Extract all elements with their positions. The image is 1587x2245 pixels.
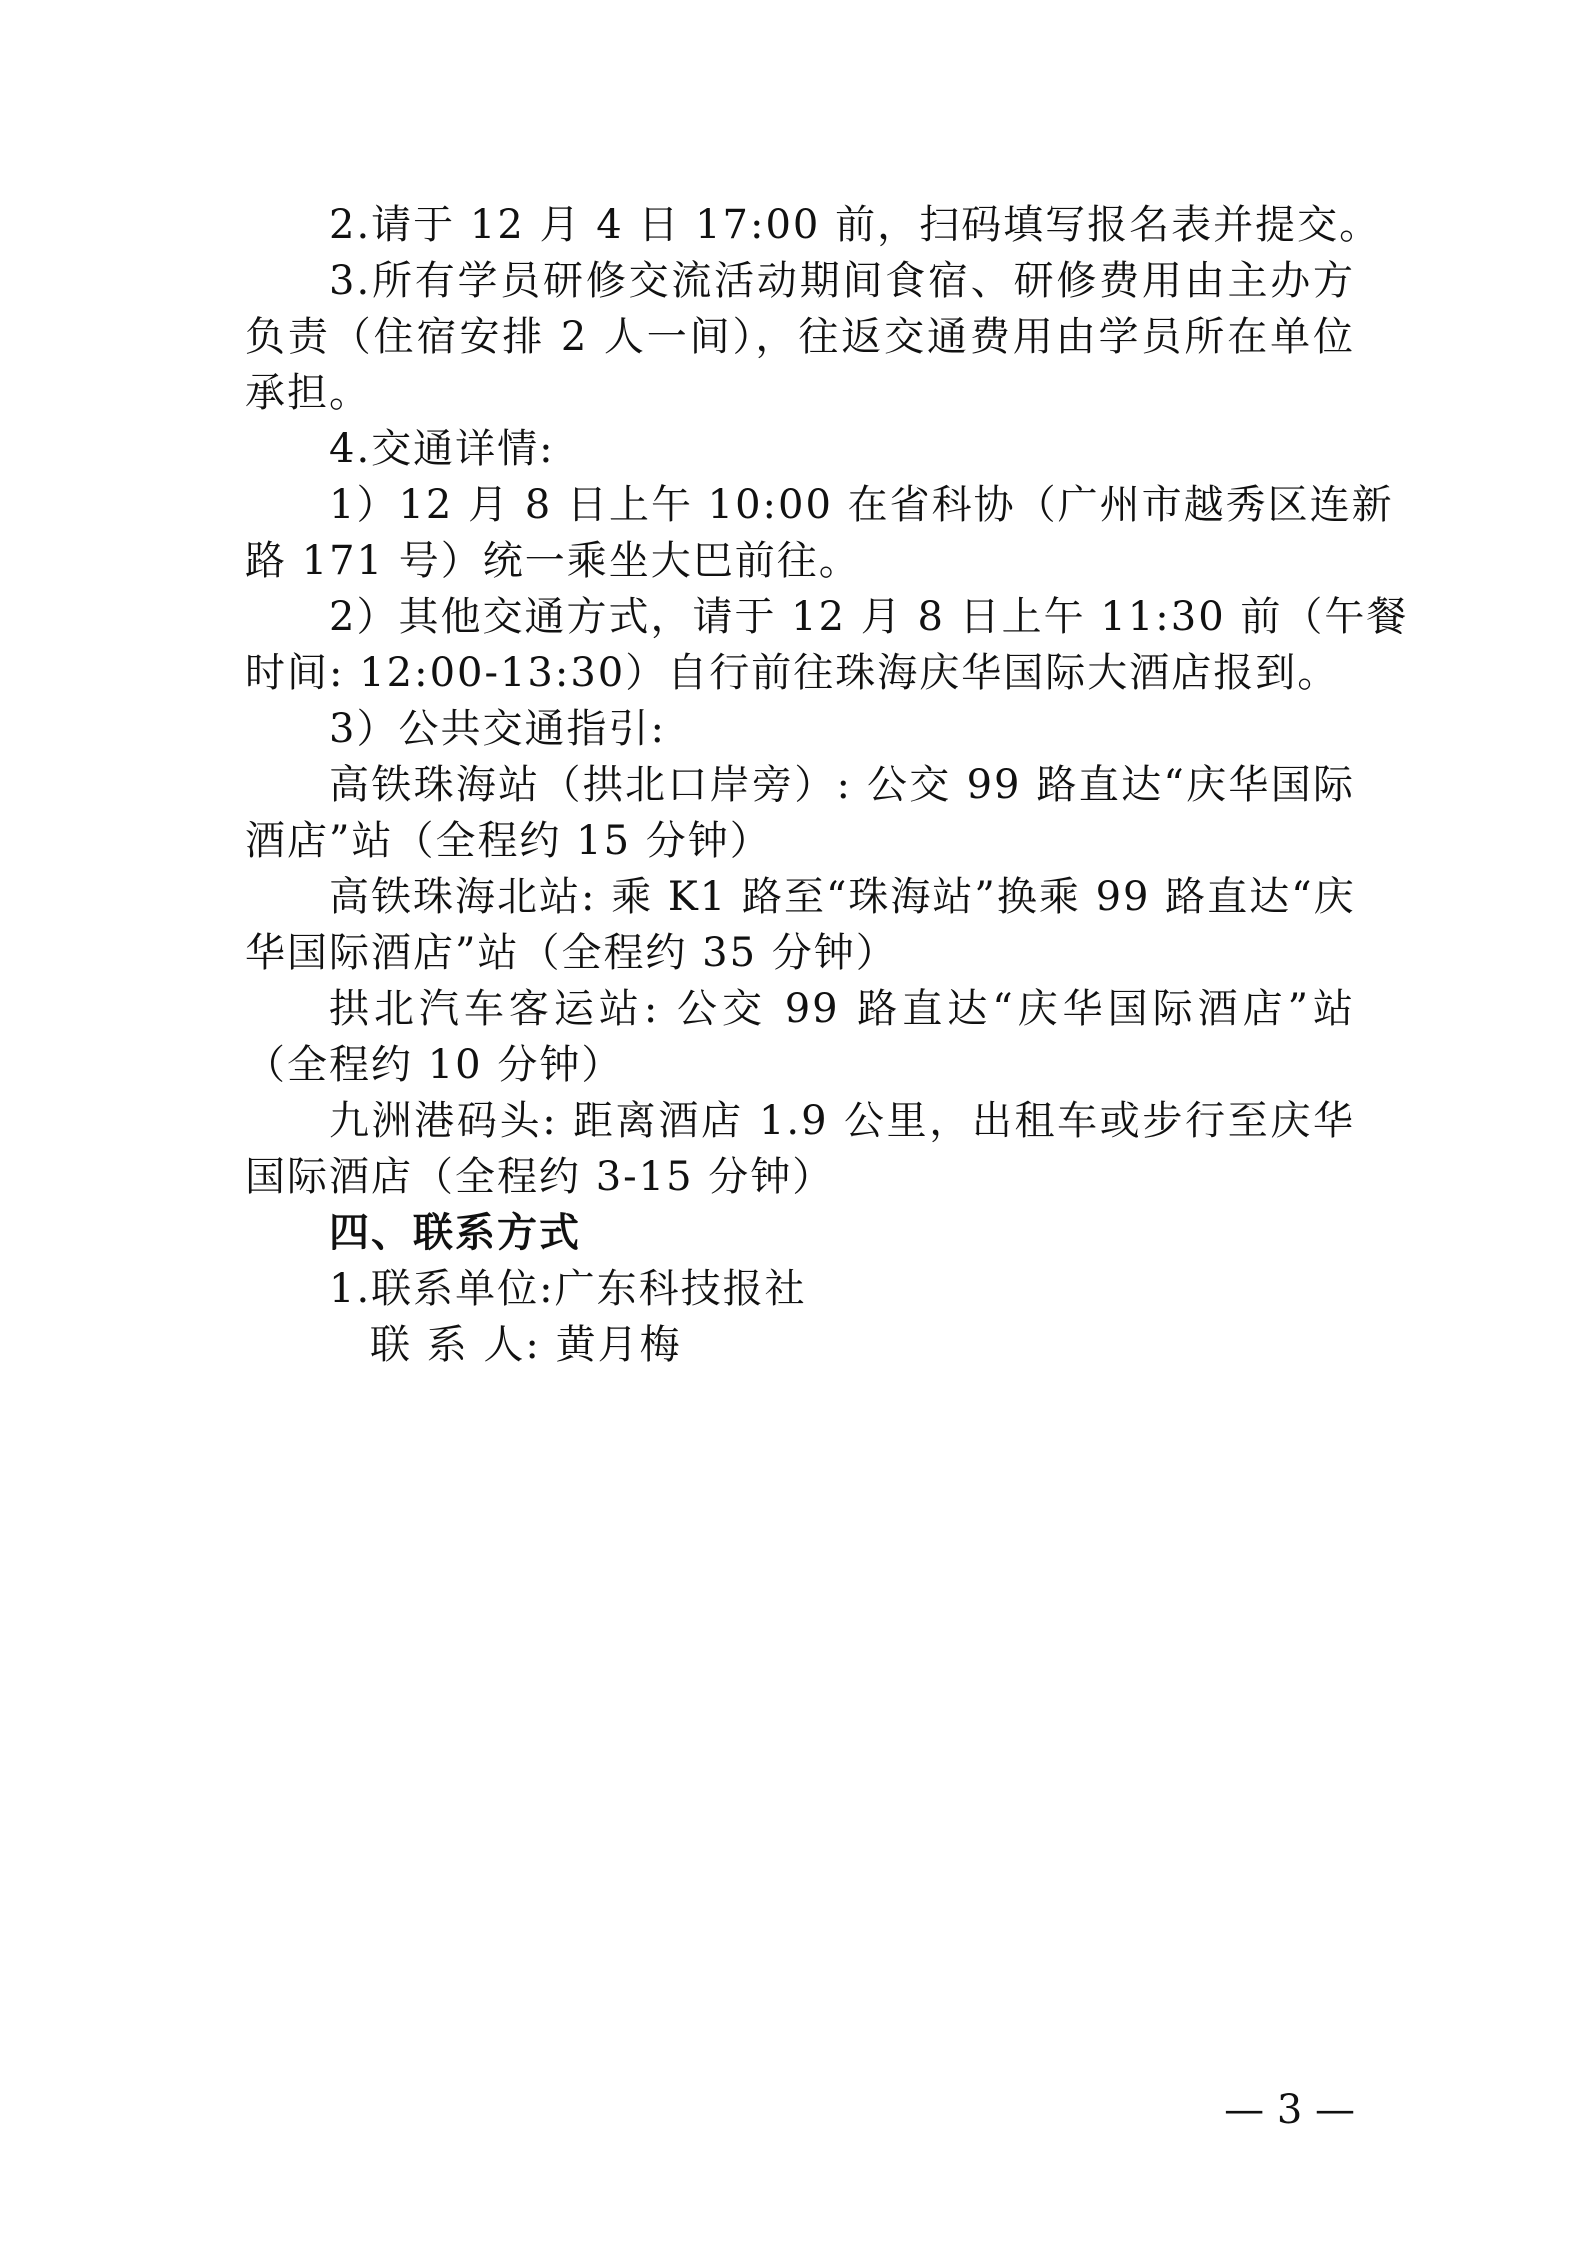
- paragraph-zhuhai-north-line-2: 华国际酒店”站（全程约 35 分钟）: [245, 930, 898, 976]
- paragraph-other-transport-line-2: 时间: 12:00-13:30）自行前往珠海庆华国际大酒店报到。: [245, 650, 1340, 696]
- paragraph-zhuhai-station-line-2: 酒店”站（全程约 15 分钟）: [245, 818, 772, 864]
- paragraph-registration-deadline: 2.请于 12 月 4 日 17:00 前，扫码填写报名表并提交。: [329, 202, 1382, 248]
- paragraph-zhuhai-station-line-1: 高铁珠海站（拱北口岸旁）: 公交 99 路直达“庆华国际: [329, 762, 1355, 808]
- paragraph-jiuzhou-line-1: 九洲港码头: 距离酒店 1.9 公里，出租车或步行至庆华: [329, 1098, 1355, 1144]
- paragraph-contact-unit: 1.联系单位:广东科技报社: [329, 1266, 807, 1312]
- section-heading-contact: 四、联系方式: [329, 1210, 581, 1256]
- paragraph-transport-title: 4.交通详情:: [329, 426, 555, 472]
- paragraph-expenses-line-1: 3.所有学员研修交流活动期间食宿、研修费用由主办方: [329, 258, 1355, 304]
- paragraph-jiuzhou-line-2: 国际酒店（全程约 3-15 分钟）: [245, 1154, 835, 1200]
- page-number: — 3 —: [1224, 2087, 1355, 2133]
- paragraph-expenses-line-2: 负责（住宿安排 2 人一间），往返交通费用由学员所在单位: [245, 314, 1355, 360]
- paragraph-bus-line-1: 1）12 月 8 日上午 10:00 在省科协（广州市越秀区连新: [329, 482, 1394, 528]
- paragraph-public-transport-title: 3）公共交通指引:: [329, 706, 666, 752]
- paragraph-gongbei-line-1: 拱北汽车客运站: 公交 99 路直达“庆华国际酒店”站: [329, 986, 1355, 1032]
- paragraph-other-transport-line-1: 2）其他交通方式，请于 12 月 8 日上午 11:30 前（午餐: [329, 594, 1409, 640]
- paragraph-zhuhai-north-line-1: 高铁珠海北站: 乘 K1 路至“珠海站”换乘 99 路直达“庆: [329, 874, 1356, 920]
- paragraph-bus-line-2: 路 171 号）统一乘坐大巴前往。: [245, 538, 861, 584]
- paragraph-expenses-line-3: 承担。: [245, 370, 371, 416]
- paragraph-contact-person: 联 系 人: 黄月梅: [370, 1322, 682, 1368]
- paragraph-gongbei-line-2: （全程约 10 分钟）: [245, 1042, 624, 1088]
